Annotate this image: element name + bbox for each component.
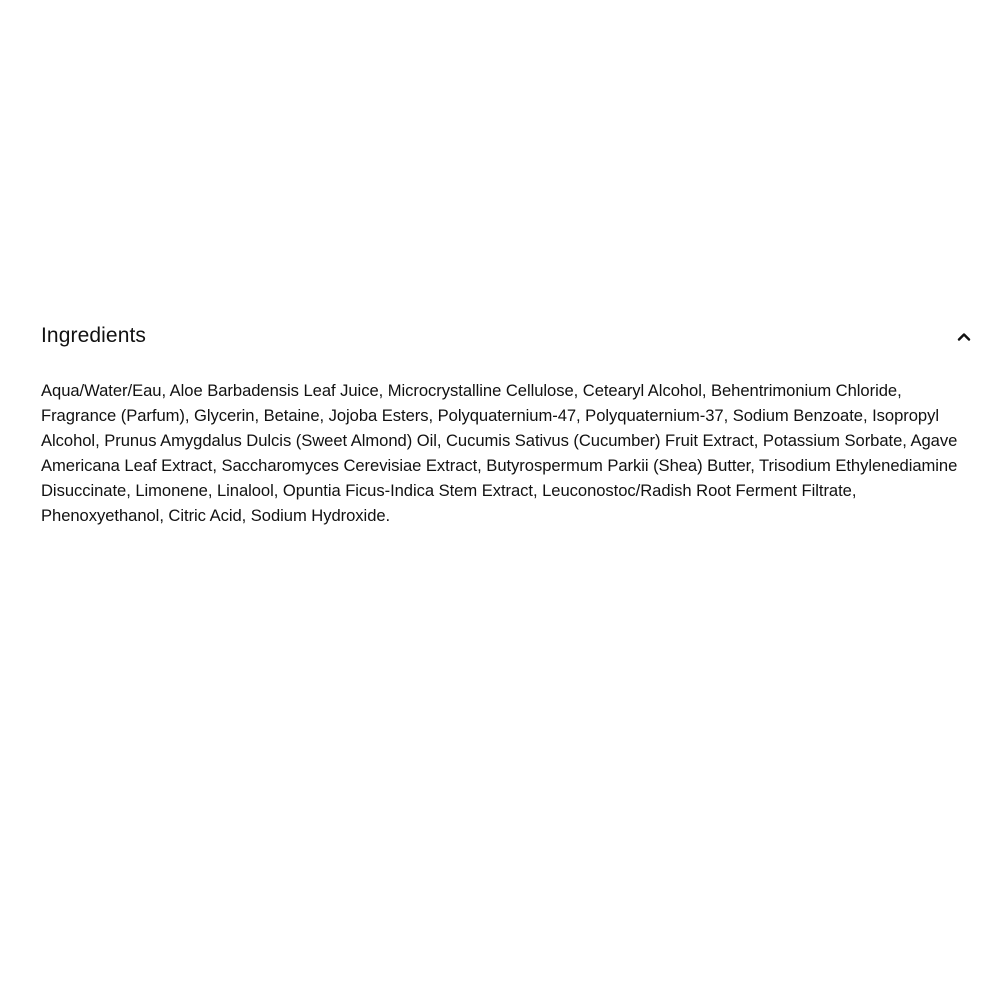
ingredients-accordion-header[interactable] [41, 318, 979, 354]
chevron-up-icon[interactable] [951, 323, 977, 349]
ingredients-accordion [41, 318, 979, 528]
ingredients-title: Ingredients [41, 324, 147, 347]
ingredients-list-text: Aqua/Water/Eau, Aloe Barbadensis Leaf Juice, Microcrystalline Cellulose, Cetearyl Alcohol, Behentrimonium Chloride, Fragrance (Parfum), Glycerin, Betaine, Jojoba Esters, Polyquaternium-47, Polyquaternium-37, Sodium Benzoate, Isopropyl Alcohol, Prunus Amygdalus Dulcis (Sweet Almond) Oil, Cucumis Sativus (Cucumber) Fruit Extract, Potassium Sorbate, Agave Americana Leaf Extract, Saccharomyces Cerevisiae Extract, Butyrospermum Parkii (Shea) Butter, Trisodium Ethylenediamine Disuccinate, Limonene, Linalool, Opuntia Ficus-Indica Stem Extract, Leuconostoc/Radish Root Ferment Filtrate, Phenoxyethanol, Citric Acid, Sodium Hydroxide. [41, 381, 958, 525]
